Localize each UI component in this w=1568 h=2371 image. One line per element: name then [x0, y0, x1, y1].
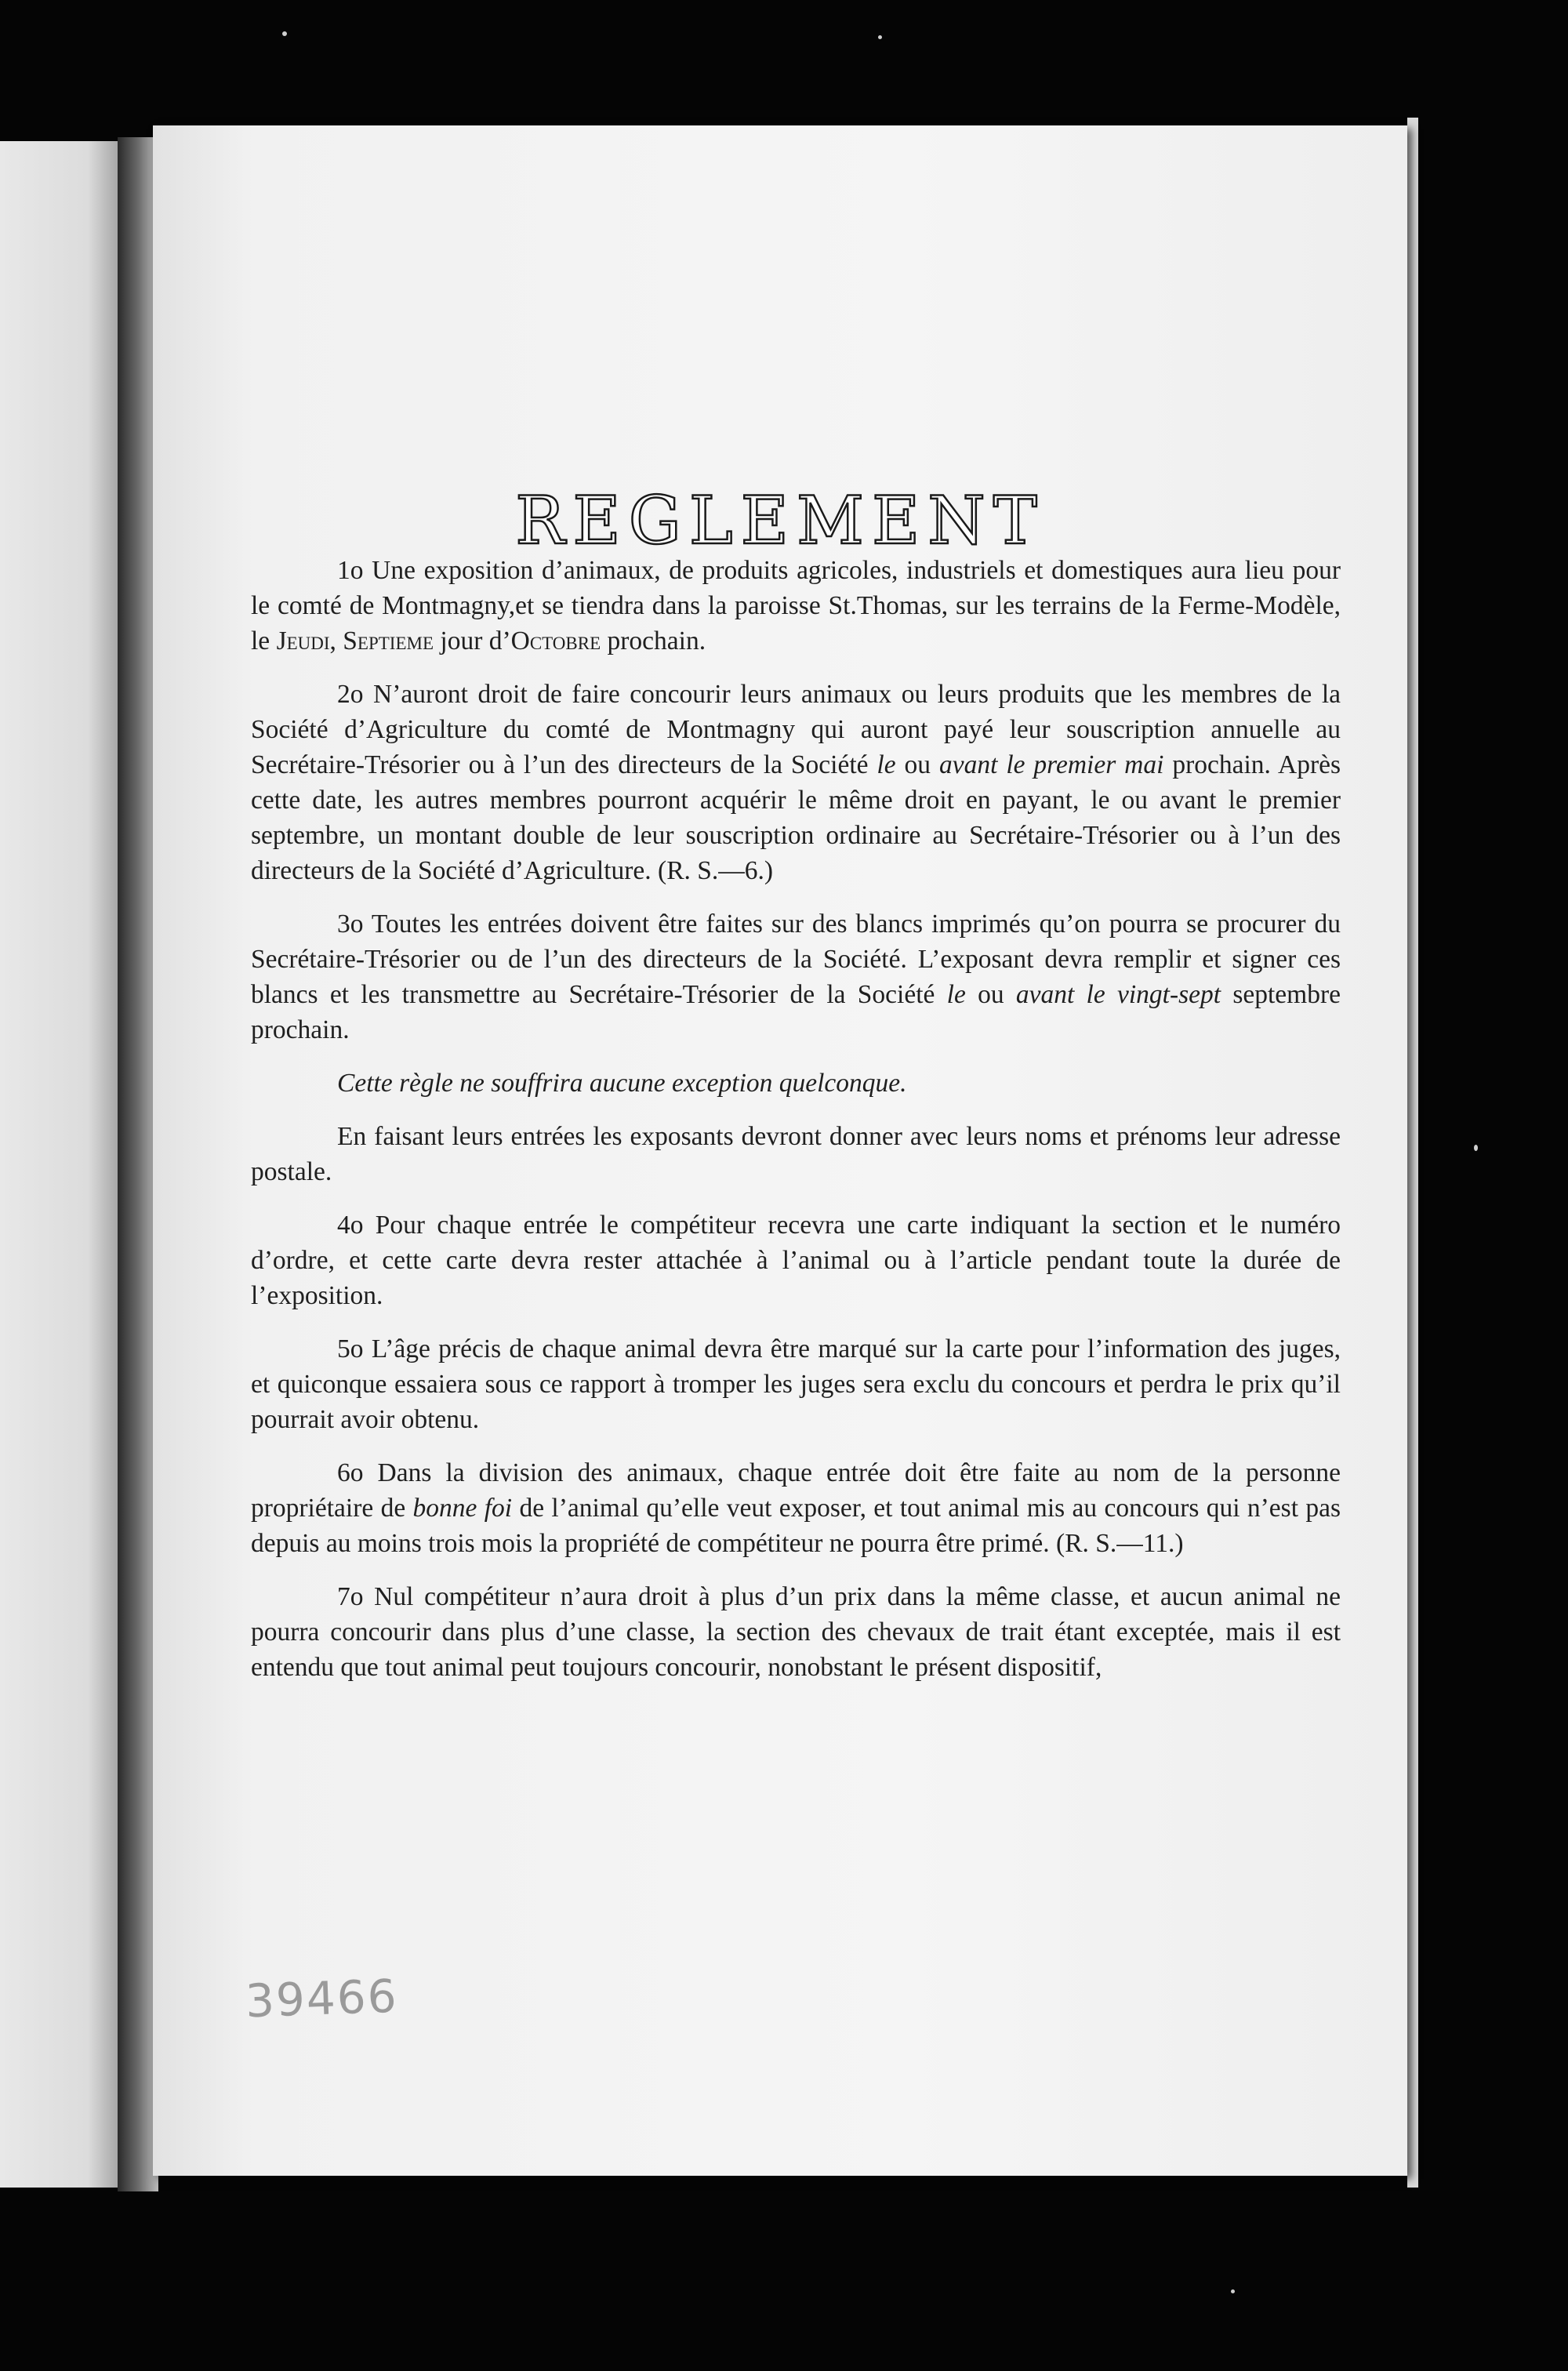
left-page-edge [0, 141, 125, 2188]
dust-speck [1231, 2289, 1235, 2293]
handwritten-number: 39466 [244, 1969, 399, 2028]
document-page [153, 125, 1407, 2176]
paragraph-2: 2o N’auront droit de faire concourir leurs animaux ou leurs produits que les membres de la Société d’Agriculture du comté de Montmagny qui auront payé leur souscription annuelle au Secrétaire-Trésorier ou à l’un des directeurs de la Société le ou avant le premier mai prochain. Après cette date, les autres membres pourront acquérir le même droit en payant, le ou avant le premier septembre, un montant double de leur souscription ordinaire au Secrétaire-Trésorier ou à l’un des directeurs de la Société d’Agriculture. (R. S.—6.) [251, 680, 1341, 885]
paragraph-3-note: Cette règle ne souffrira aucune exception quelconque. [337, 1069, 907, 1098]
paragraph-4: 4o Pour chaque entrée le compétiteur recevra une carte indiquant la section et le numéro d’ordre, et cette carte devra rester attachée à l’animal ou à l’article pendant toute la durée de l’exposition. [251, 1211, 1341, 1310]
paragraph-3-extra: En faisant leurs entrées les exposants devront donner avec leurs noms et prénoms leur adresse postale. [251, 1122, 1341, 1186]
paragraph-6: 6o Dans la division des animaux, chaque entrée doit être faite au nom de la personne propriétaire de bonne foi de l’animal qu’elle veut exposer, et tout animal mis au concours qui n’est pas depuis au moins trois mois la propriété de compétiteur ne pourra être primé. (R. S.—11.) [251, 1458, 1341, 1558]
dust-speck [1474, 1145, 1478, 1151]
paragraph-1: 1o Une exposition d’animaux, de produits agricoles, industriels et domestiques aura lieu pour le comté de Montmagny,et se tiendra dans la paroisse St.Thomas, sur les terrains de la Ferme-Modèle, le Jeudi, Septieme jour d’Octobre prochain. [251, 556, 1341, 655]
right-page-edge [1407, 118, 1418, 2188]
paragraph-3: 3o Toutes les entrées doivent être faites sur des blancs imprimés qu’on pourra se procurer du Secrétaire-Trésorier ou de l’un des directeurs de la Société. L’exposant devra remplir et signer ces blancs et les transmettre au Secrétaire-Trésorier de la Société le ou avant le vingt-sept septembre prochain. [251, 910, 1341, 1044]
body-text [251, 553, 1341, 1703]
dust-speck [282, 31, 287, 36]
paragraph-7: 7o Nul compétiteur n’aura droit à plus d’un prix dans la même classe, et aucun animal ne pourra concourir dans plus d’une classe, la section des chevaux de trait étant exceptée, mais il est entendu que tout animal peut toujours concourir, nonobstant le présent dispositif, [251, 1582, 1341, 1682]
page-title: REGLEMENT [515, 482, 1045, 559]
dust-speck [878, 35, 882, 39]
paragraph-5: 5o L’âge précis de chaque animal devra être marqué sur la carte pour l’information des juges, et quiconque essaiera sous ce rapport à tromper les juges sera exclu du concours et perdra le prix qu’il pourrait avoir obtenu. [251, 1334, 1341, 1434]
